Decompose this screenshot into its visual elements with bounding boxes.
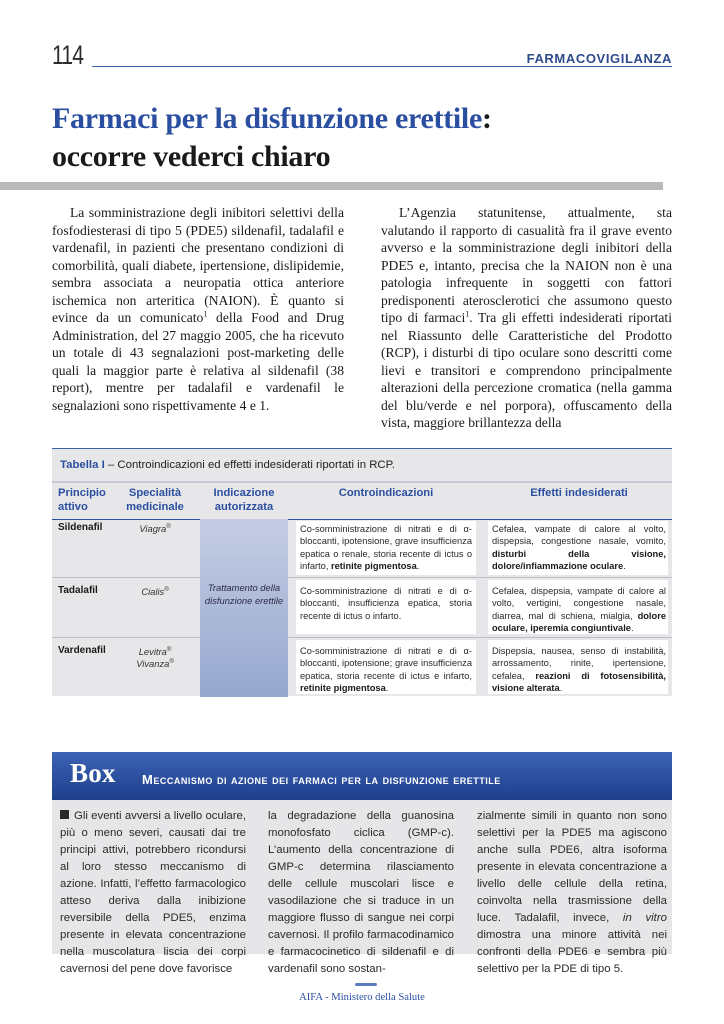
page-number: 114 [52,40,84,70]
title-divider-bar [0,182,663,190]
article-paragraph [52,204,344,414]
cell-text: . [385,682,389,693]
info-box [52,752,672,975]
box-text-italic: in vitro [622,912,667,924]
table-cell-controindicazioni [300,645,472,694]
box-column-3 [477,808,667,978]
article-column-right [381,204,672,432]
cell-text: Co-somministrazione di nitrati e di α-bloccanti, ipotensione; grave insufficienza epatica, storia recente di ictus e infarto, [300,646,472,681]
footer-ornament [355,983,377,986]
box-header [52,752,672,800]
table-panel [52,448,672,696]
table-caption-text: – Controindicazioni ed effetti indesiderati riportati in RCP. [104,459,395,471]
row-divider [52,577,200,578]
cell-text-bold: disturbi della visione, dolore/infiammazione oculare [492,548,666,571]
column-header-indicazione: Indicazione autorizzata [213,487,275,513]
cell-text-bold: retinite pigmentosa [300,682,386,693]
row-divider [288,577,672,578]
table-cell-brand [120,523,190,535]
registered-mark: ® [169,658,174,665]
cell-text: . [559,682,563,693]
indication-band [200,519,288,697]
column-header-controindicazioni: Controindicazioni [338,487,434,499]
cell-text-bold: reazioni di fotosensibilità, visione alterata [492,670,666,693]
cell-text: Cefalea, dispepsia, vampate di calore al volto, vertigini, congestione nasale, diarrea, mal di schiena, mialgia, [492,586,666,621]
box-text: zialmente simili in quanto non sono selettivi per la PDE5 ma agiscono anche sulla PDE6, altra isoforma presente in elevata concentrazione a livello delle cellule della retina, coinvolta nella trasmissione della luce. Tadalafil, invece, [477,810,667,924]
table-header-rule [52,519,672,520]
indication-value: Trattamento della disfunzione erettile [204,582,284,606]
column-header-effetti: Effetti indesiderati [530,487,628,499]
box-text: Gli eventi avversi a livello oculare, più o meno severi, causati dai tre principi attivi, potrebbero ricondursi al loro stesso meccanismo di azione. Infatti, l’effetto farmacologico atteso deriva dalla inibizione reversibile della PDE5, enzima presente in elevata concentrazione nella muscolatura liscia dei corpi cavernosi del pene dove favorisce [60,810,246,975]
footnote-ref: 1 [203,309,208,319]
box-column-2 [268,808,454,978]
table-cell-principio: Vardenafil [58,645,106,656]
cell-text-bold: retinite pigmentosa [331,560,417,571]
box-text: la degradazione della guanosina monofosfato ciclica (GMP-c). L’aumento della concentrazione di GMP-c determina rilasciamento delle cellule muscolari lisce e vasodilazione che si traduce in un maggiore flusso di sangue nei corpi cavernosi. Il profilo farmacodinamico e farmacocinetico di sildenafil e di vardenafil sono sostan- [268,810,454,975]
paragraph-text: della Food and Drug Administration, del 27 maggio 2005, che ha ricevuto un totale di 43 segnalazioni post-marketing delle quali la maggior parte è relativa al sildenafil (38 report), mentre per tadalafil e vardenafil le segnalazioni sono rispettivamente 4 e 1. [52,310,344,413]
article-paragraph [381,204,672,432]
cell-text: Co-somministrazione di nitrati e di α-bloccanti, ipotensione, grave insufficienza epatica o renale, storia recente di ictus o infarto, [300,524,472,571]
box-subtitle: Meccanismo di azione dei farmaci per la disfunzione erettile [142,772,501,787]
table-cell-effetti [492,523,666,572]
registered-mark: ® [166,523,171,530]
box-title: Box [70,758,116,788]
table-cell-brand [120,586,190,598]
square-bullet-icon [60,810,69,819]
table-cell-effetti [492,645,666,694]
brand-name: Cialis [141,586,165,597]
box-column-1 [60,808,246,978]
section-name: FARMACOVIGILANZA [526,51,672,66]
column-header-specialita: Specialità medicinale [126,487,184,513]
row-divider [52,637,200,638]
table-cell-controindicazioni [300,585,472,622]
brand-name: Levitra [138,646,167,657]
registered-mark: ® [164,586,169,593]
cell-text: Cefalea, vampate di calore al volto, dispepsia, congestione nasale, vomito, [492,524,666,547]
table-header-band [52,481,672,483]
article-title-colon: : [481,102,492,135]
registered-mark: ® [166,646,172,653]
article-title [52,102,492,136]
cell-text: . [416,560,420,571]
table-label: Tabella I [60,459,105,471]
brand-name: Viagra [139,523,167,534]
table-cell-principio: Tadalafil [58,585,98,596]
paragraph-text: L’Agenzia statunitense, attualmente, sta valutando il rapporto di casualità fra il grave evento avverso e la somministrazione degli inibitori della PDE5 e, intanto, precisa che la NAION non è una patologia infrequente in soggetti con fattori predisponenti aterosclerotici che assumono questo tipo di farmaci [381,205,672,325]
paragraph-text: . Tra gli effetti indesiderati riportati nel Riassunto delle Caratteristiche del Prodotto (RCP), i disturbi di tipo oculare sono descritti come lievi e transitori e comprendono principalmente alterazioni della percezione cromatica (nella gamma del blu/verde e nel porpora), offuscamento della vista, maggiore brillantezza della [381,310,672,430]
brand-name: Vivanza [136,658,170,669]
header-rule [92,66,672,67]
table-cell-controindicazioni [300,523,472,572]
page-footer: AIFA - Ministero della Salute [299,992,425,1003]
table-cell-effetti [492,585,666,634]
cell-text: Co-somministrazione di nitrati e di α-bloccanti, insufficienza epatica, storia recente di ictus o infarto. [300,586,472,621]
table-caption [60,459,395,471]
cell-text: . [630,622,634,633]
row-divider [288,637,672,638]
cell-text: . [623,560,626,571]
article-subtitle: occorre vederci chiaro [52,140,331,173]
article-column-left [52,204,344,414]
cell-text: Dispepsia, nausea, senso di instabilità, arrossamento, rinite, ipertensione, cefalea, [492,646,666,681]
box-text: dimostra una minore attività nei confronti della PDE6 e sembra più selettivo per la PDE di tipo 5. [477,929,667,975]
column-header-principio: Principio attivo [58,487,106,513]
footnote-ref: 1 [465,309,470,319]
cell-text-bold: dolore oculare, iperemia congiuntivale [492,610,666,633]
paragraph-text: La somministrazione degli inibitori selettivi della fosfodiesterasi di tipo 5 (PDE5) sildenafil, tadalafil e vardenafil, in pazienti che presentano condizioni di comorbilità, quali diabete, ipertensione, dislipidemie, sembra associata a neuropatia ottica anteriore ischemica non arteritica (NAION). È quanto si evince da un comunicato [52,205,344,325]
table-cell-brand [120,646,190,670]
table-cell-principio: Sildenafil [58,522,103,533]
article-title-text: Farmaci per la disfunzione erettile [52,102,482,135]
